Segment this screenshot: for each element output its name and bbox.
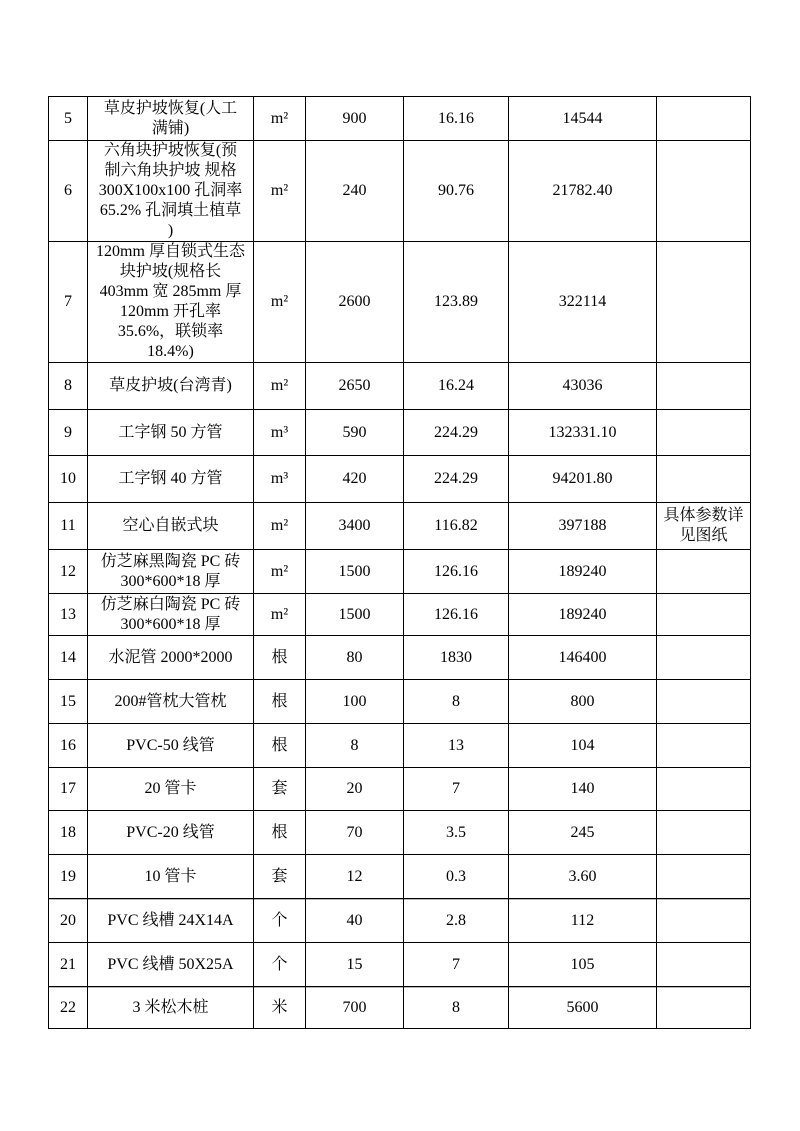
- row-number-cell: 9: [49, 410, 88, 456]
- row-number-cell: 6: [49, 141, 88, 242]
- notes-cell: [657, 141, 751, 242]
- item-description-cell: 3 米松木桩: [88, 987, 254, 1029]
- item-description-cell: 草皮护坡(台湾青): [88, 363, 254, 410]
- item-description-cell: 水泥管 2000*2000: [88, 636, 254, 680]
- item-description-cell: PVC 线槽 24X14A: [88, 899, 254, 943]
- table-row: [49, 855, 751, 899]
- unit-cell: 套: [254, 855, 306, 899]
- unit-cell: m²: [254, 97, 306, 141]
- unit-cell: m³: [254, 456, 306, 503]
- total-cell: 132331.10: [509, 410, 657, 456]
- item-description-cell: 200#管枕大管枕: [88, 680, 254, 724]
- notes-cell: [657, 680, 751, 724]
- quantity-cell: 590: [306, 410, 404, 456]
- unit-price-cell: 0.3: [404, 855, 509, 899]
- quantity-cell: 700: [306, 987, 404, 1029]
- item-description-cell: 仿芝麻白陶瓷 PC 砖 300*600*18 厚: [88, 594, 254, 636]
- quantity-cell: 2650: [306, 363, 404, 410]
- item-description-cell: 仿芝麻黑陶瓷 PC 砖 300*600*18 厚: [88, 550, 254, 594]
- table-row: [49, 503, 751, 550]
- notes-cell: [657, 899, 751, 943]
- table-row: [49, 636, 751, 680]
- total-cell: 3.60: [509, 855, 657, 899]
- total-cell: 189240: [509, 550, 657, 594]
- unit-price-cell: 1830: [404, 636, 509, 680]
- table-row: [49, 811, 751, 855]
- row-number-cell: 8: [49, 363, 88, 410]
- notes-cell: 具体参数详见图纸: [657, 503, 751, 550]
- table-row: [49, 680, 751, 724]
- table-row: [49, 141, 751, 242]
- unit-price-cell: 16.16: [404, 97, 509, 141]
- row-number-cell: 17: [49, 768, 88, 811]
- quantity-cell: 900: [306, 97, 404, 141]
- total-cell: 322114: [509, 242, 657, 363]
- notes-cell: [657, 636, 751, 680]
- unit-price-cell: 7: [404, 943, 509, 987]
- table-row: [49, 768, 751, 811]
- total-cell: 397188: [509, 503, 657, 550]
- notes-cell: [657, 456, 751, 503]
- notes-cell: [657, 97, 751, 141]
- row-number-cell: 11: [49, 503, 88, 550]
- unit-cell: m²: [254, 242, 306, 363]
- total-cell: 94201.80: [509, 456, 657, 503]
- item-description-cell: PVC 线槽 50X25A: [88, 943, 254, 987]
- total-cell: 140: [509, 768, 657, 811]
- row-number-cell: 16: [49, 724, 88, 768]
- unit-price-cell: 116.82: [404, 503, 509, 550]
- unit-cell: 米: [254, 987, 306, 1029]
- table-row: [49, 410, 751, 456]
- unit-price-cell: 16.24: [404, 363, 509, 410]
- total-cell: 104: [509, 724, 657, 768]
- row-number-cell: 14: [49, 636, 88, 680]
- notes-cell: [657, 363, 751, 410]
- table-row: [49, 97, 751, 141]
- notes-cell: [657, 943, 751, 987]
- unit-cell: m²: [254, 594, 306, 636]
- quantity-cell: 15: [306, 943, 404, 987]
- notes-cell: [657, 987, 751, 1029]
- unit-cell: 根: [254, 680, 306, 724]
- table-row: [49, 363, 751, 410]
- notes-cell: [657, 242, 751, 363]
- notes-cell: [657, 768, 751, 811]
- row-number-cell: 15: [49, 680, 88, 724]
- item-description-cell: 120mm 厚自锁式生态块护坡(规格长 403mm 宽 285mm 厚 120mm 开孔率 35.6%，联锁率 18.4%): [88, 242, 254, 363]
- item-description-cell: 工字钢 40 方管: [88, 456, 254, 503]
- unit-price-cell: 13: [404, 724, 509, 768]
- quantity-cell: 1500: [306, 550, 404, 594]
- quantity-cell: 240: [306, 141, 404, 242]
- total-cell: 21782.40: [509, 141, 657, 242]
- total-cell: 43036: [509, 363, 657, 410]
- item-description-cell: 10 管卡: [88, 855, 254, 899]
- quantity-cell: 40: [306, 899, 404, 943]
- item-description-cell: PVC-20 线管: [88, 811, 254, 855]
- unit-price-cell: 90.76: [404, 141, 509, 242]
- table-row: [49, 550, 751, 594]
- unit-cell: m²: [254, 363, 306, 410]
- item-description-cell: PVC-50 线管: [88, 724, 254, 768]
- unit-price-cell: 8: [404, 680, 509, 724]
- total-cell: 189240: [509, 594, 657, 636]
- row-number-cell: 10: [49, 456, 88, 503]
- quantity-table: [48, 96, 751, 1029]
- notes-cell: [657, 550, 751, 594]
- unit-price-cell: 224.29: [404, 456, 509, 503]
- item-description-cell: 20 管卡: [88, 768, 254, 811]
- total-cell: 112: [509, 899, 657, 943]
- row-number-cell: 12: [49, 550, 88, 594]
- unit-cell: m³: [254, 410, 306, 456]
- unit-cell: 个: [254, 943, 306, 987]
- total-cell: 800: [509, 680, 657, 724]
- quantity-cell: 100: [306, 680, 404, 724]
- unit-price-cell: 3.5: [404, 811, 509, 855]
- quantity-cell: 12: [306, 855, 404, 899]
- unit-price-cell: 2.8: [404, 899, 509, 943]
- unit-price-cell: 126.16: [404, 550, 509, 594]
- unit-price-cell: 123.89: [404, 242, 509, 363]
- total-cell: 5600: [509, 987, 657, 1029]
- quantity-cell: 20: [306, 768, 404, 811]
- unit-price-cell: 7: [404, 768, 509, 811]
- quantity-cell: 3400: [306, 503, 404, 550]
- row-number-cell: 18: [49, 811, 88, 855]
- table-row: [49, 987, 751, 1029]
- unit-cell: m²: [254, 503, 306, 550]
- row-number-cell: 7: [49, 242, 88, 363]
- unit-cell: m²: [254, 550, 306, 594]
- unit-cell: 套: [254, 768, 306, 811]
- unit-cell: 根: [254, 811, 306, 855]
- unit-cell: 根: [254, 724, 306, 768]
- item-description-cell: 六角块护坡恢复(预制六角块护坡 规格300X100x100 孔洞率65.2% 孔洞填土植草 ): [88, 141, 254, 242]
- row-number-cell: 13: [49, 594, 88, 636]
- quantity-cell: 8: [306, 724, 404, 768]
- row-number-cell: 19: [49, 855, 88, 899]
- unit-price-cell: 224.29: [404, 410, 509, 456]
- unit-price-cell: 8: [404, 987, 509, 1029]
- total-cell: 105: [509, 943, 657, 987]
- notes-cell: [657, 410, 751, 456]
- quantity-cell: 2600: [306, 242, 404, 363]
- table-row: [49, 724, 751, 768]
- item-description-cell: 草皮护坡恢复(人工满铺): [88, 97, 254, 141]
- quantity-cell: 80: [306, 636, 404, 680]
- row-number-cell: 20: [49, 899, 88, 943]
- unit-cell: 根: [254, 636, 306, 680]
- quantity-cell: 70: [306, 811, 404, 855]
- quantity-cell: 1500: [306, 594, 404, 636]
- item-description-cell: 空心自嵌式块: [88, 503, 254, 550]
- total-cell: 14544: [509, 97, 657, 141]
- notes-cell: [657, 724, 751, 768]
- row-number-cell: 22: [49, 987, 88, 1029]
- table-row: [49, 594, 751, 636]
- table-row: [49, 943, 751, 987]
- notes-cell: [657, 594, 751, 636]
- item-description-cell: 工字钢 50 方管: [88, 410, 254, 456]
- unit-cell: m²: [254, 141, 306, 242]
- table-row: [49, 456, 751, 503]
- table-row: [49, 242, 751, 363]
- unit-cell: 个: [254, 899, 306, 943]
- total-cell: 146400: [509, 636, 657, 680]
- row-number-cell: 21: [49, 943, 88, 987]
- notes-cell: [657, 855, 751, 899]
- row-number-cell: 5: [49, 97, 88, 141]
- total-cell: 245: [509, 811, 657, 855]
- table-row: [49, 899, 751, 943]
- notes-cell: [657, 811, 751, 855]
- quantity-cell: 420: [306, 456, 404, 503]
- unit-price-cell: 126.16: [404, 594, 509, 636]
